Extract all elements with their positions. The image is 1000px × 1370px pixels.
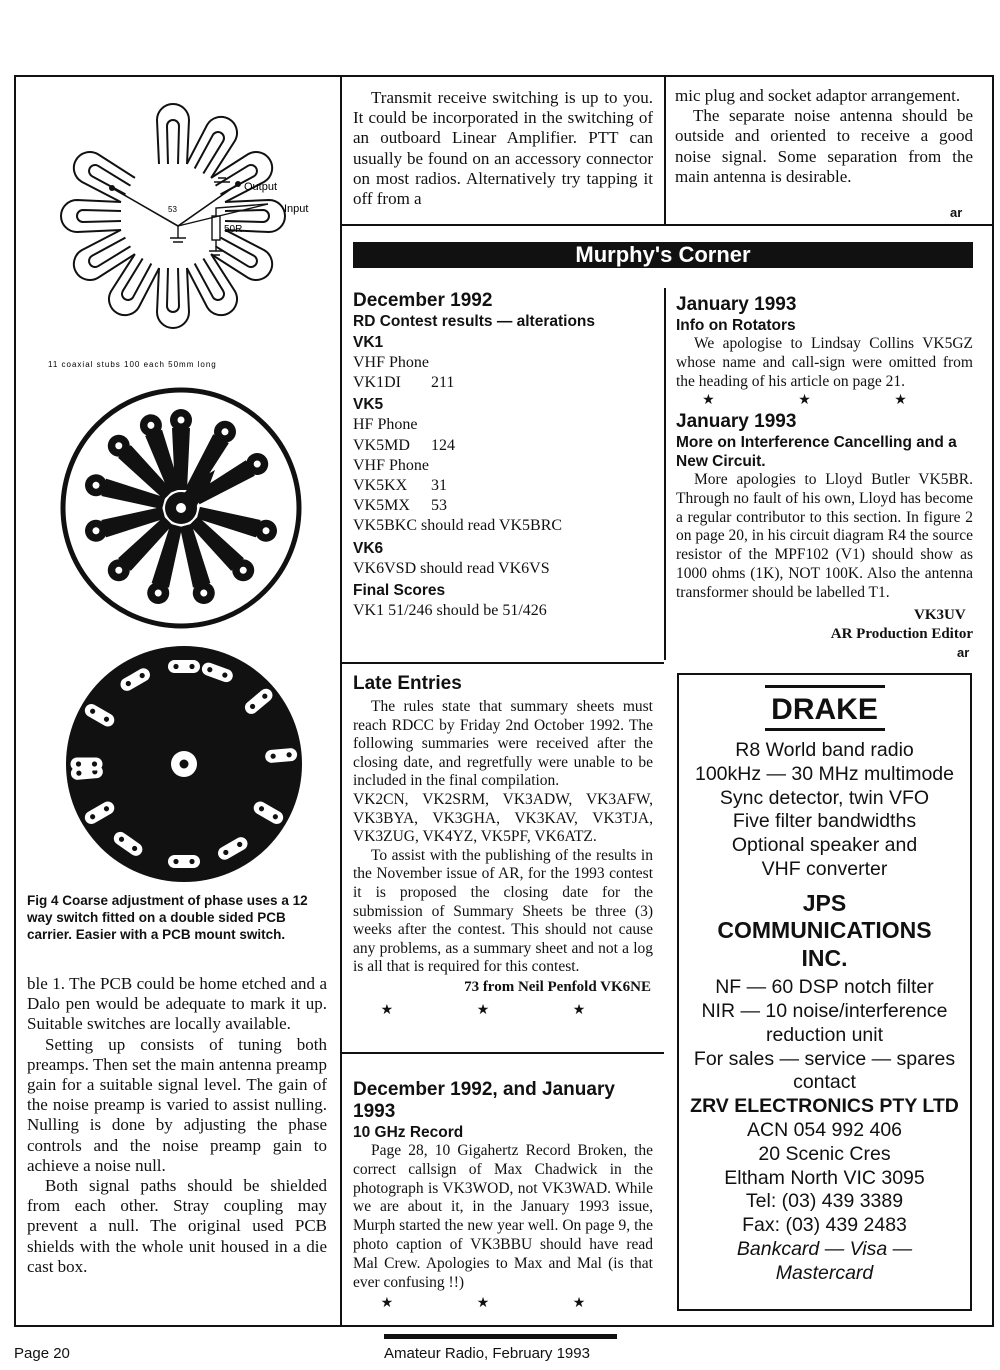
top-right-paragraph-2: The separate noise antenna should be outside and oriented to receive a good noise signal. Some separation from the main antenna is desirable. [675,106,973,186]
signoff-ar: ar [957,645,970,660]
vk5-score-2: 31 [431,477,447,495]
ad-top-rule [765,685,885,688]
ad-line-13: ACN 054 992 406 [746,1119,903,1142]
ad-line-15: Eltham North VIC 3095 [724,1166,925,1189]
section-rule-mid [340,662,664,664]
vk5-line-2: VHF Phone [353,456,430,474]
vk1-call: VK1DI [353,374,401,392]
vk5-score-3: 53 [431,497,447,515]
column-divider-top [664,75,666,225]
murphys-corner-banner: Murphy's Corner [353,242,973,268]
column-divider-1 [340,75,342,1327]
ad-line-11: contact [793,1071,856,1094]
resistor-label: 50R [224,224,243,235]
ad-line-16: Tel: (03) 439 3389 [745,1190,904,1213]
vk5-result-1 [353,436,653,456]
page-number: Page 20 [14,1345,70,1362]
switch-label: 53 [168,205,177,214]
pcb-copper-side [64,644,304,884]
column1-paragraph-3: Both signal paths should be shielded from each other. Stray coupling may prevent a null. The original used PCB shields with the whole unit housed in a die cast box. [27,1176,327,1276]
vk1-heading: VK1 [353,334,384,351]
vk6-heading: VK6 [353,539,384,557]
december-january-title: December 1992, and January 1993 [353,1079,615,1122]
final-scores-line: VK1 51/246 should be 51/426 [353,601,547,619]
ad-company-3: INC. [801,944,848,971]
late-entries-paragraph-1: The rules state that summary sheets must reach RDCC by Friday 2nd October 1992. The following summaries were received after the closing date, and regretfully were unable to be included in the final compilation. [353,698,653,790]
vk5-heading: VK5 [353,396,384,414]
signoff-callsign: VK3UV [914,607,966,623]
footer-rule [384,1334,617,1339]
january-1993-title-1: January 1993 [676,294,797,315]
stub-circuit-diagram [28,86,328,376]
final-scores-heading: Final Scores [353,581,446,599]
column1-body [27,974,327,1277]
january-1993-interference-section [676,411,973,603]
december-january-paragraph: Page 28, 10 Gigahertz Record Broken, the correct callsign of Max Chadwick in the photograph is VK3WOD, not VK3WAD. While we are about it, in the January 1993 issue, Murph started the new year well. On page 9, the photo caption of VK3BBU should have read Mal Crew. Apologies to Max and Mal (is that ever confusing !!) [353,1142,653,1291]
ad-brand: DRAKE [771,693,878,726]
ad-line-2: 100kHz — 30 MHz multimode [694,762,954,785]
ad-company-2: COMMUNICATIONS [717,917,932,944]
top-right-paragraph-1: mic plug and socket adaptor arrangement. [675,86,961,105]
stub-caption: 11 coaxial stubs 100 each 50mm long [48,360,217,369]
january-1993-rotators-section [676,294,973,412]
top-right-signoff: ar [950,205,963,220]
ad-line-17: Fax: (03) 439 2483 [742,1214,907,1237]
vk1-result [353,373,653,393]
vk1-score: 211 [431,374,455,392]
late-entries-signoff: 73 from Neil Penfold VK6NE [464,978,651,995]
ad-line-9: reduction unit [765,1023,884,1046]
ad-line-1: R8 World band radio [735,739,914,761]
ad-line-14: 20 Scenic Cres [758,1142,891,1165]
ad-brand-rule [765,728,885,731]
rotators-stars: ★ ★ ★ [702,393,947,409]
drake-advertisement [677,673,972,1311]
pcb-track-side [58,385,304,631]
section-rule-low [340,1052,664,1054]
ad-line-3: Sync detector, twin VFO [719,786,930,809]
late-entries-stars: ★ ★ ★ [380,1003,626,1019]
vk5-line-1: HF Phone [353,416,418,434]
rotators-paragraph: We apologise to Lindsay Collins VK5GZ whose name and call-sign were omitted from the heading of his article on page 21. [676,335,973,390]
journal-title: Amateur Radio, February 1993 [384,1345,590,1362]
ad-line-7: NF — 60 DSP notch filter [715,976,934,999]
column1-paragraph-1: ble 1. The PCB could be home etched and a Dalo pen would be adequate to mark it up. Suitable switches are locally available. [27,974,327,1034]
ad-line-6: VHF converter [761,857,888,880]
column-divider-murphy [664,288,666,660]
vk5-result-3 [353,496,653,516]
ad-line-4: Five filter bandwidths [732,810,917,833]
interference-subtitle: More on Interference Cancelling and a New Circuit. [676,434,957,470]
january-1993-title-2: January 1993 [676,411,797,432]
vk5-line-3: VK5BKC should read VK5BRC [353,517,563,535]
december-january-stars: ★ ★ ★ [380,1296,626,1312]
vk1-line-1: VHF Phone [353,354,430,371]
vk6-line-1: VK6VSD should read VK6VS [353,559,550,577]
column1-paragraph-2: Setting up consists of tuning both preamps. Then set the main antenna preamp gain for a suitable signal level. The gain of the noise preamp is varied to assist nulling. Nulling is done by adjusting the phase controls and the noise preamp gain to achieve a noise null. [27,1034,327,1175]
section-rule-top [340,224,994,226]
december-1992-section [353,290,653,621]
ad-line-10: For sales — service — spares [693,1047,956,1070]
rotators-subtitle: Info on Rotators [676,317,796,334]
ad-company-1: JPS [802,889,847,916]
vk5-score-1: 124 [431,436,455,454]
late-entries-section [353,673,653,1021]
top-middle-body [353,88,653,209]
ten-ghz-subtitle: 10 GHz Record [353,1124,464,1141]
signoff-editor: AR Production Editor [830,626,973,642]
vk5-result-2 [353,476,653,496]
ad-line-19: Mastercard [775,1261,874,1284]
ad-line-18: Bankcard — Visa — [736,1238,913,1261]
late-entries-title: Late Entries [353,673,462,694]
late-entries-paragraph-3: To assist with the publishing of the results in the November issue of AR, for the 1993 contest it is proposed the closing date for the submission of Summary Sheets be three (3) weeks after the contest. This should not cause any problems, as a summary sheet and not a log is all that is required for this contest. [353,846,653,976]
vk5-call-3: VK5MX [353,497,410,515]
output-label: Output [244,181,278,193]
december-1992-subtitle: RD Contest results — alterations [353,313,596,330]
top-middle-paragraph: Transmit receive switching is up to you. It could be incorporated in the switching of an outboard Linear Amplifier. PTT can usually be found on an accessory connector on most radios. Alternatively try tapping it off from a [353,88,653,209]
december-1992-title: December 1992 [353,290,493,311]
vk5-call-2: VK5KX [353,477,408,495]
top-right-body [675,86,973,187]
interference-paragraph: More apologies to Lloyd Butler VK5BR. Through no fault of his own, Lloyd has become a regular contributor to this section. In figure 2 on page 20, in his circuit diagram R4 the source resistor of the MPF102 (V1) should show as 1000 ohms (1K), NOT 100K. Also the antenna transformer should be labelled T1. [676,471,974,601]
ad-line-12: ZRV ELECTRONICS PTY LTD [690,1095,959,1118]
input-label: Input [284,203,309,215]
ad-line-5: Optional speaker and [731,834,918,857]
late-entries-callsigns: VK2CN, VK2SRM, VK3ADW, VK3AFW, VK3BYA, VK3GHA, VK3KAV, VK3TJA, VK3ZUG, VK4YZ, VK5PF, VK6ATZ. [353,790,653,846]
ad-line-8: NIR — 10 noise/interference [701,1000,948,1023]
figure-caption: Fig 4 Coarse adjustment of phase uses a 12 way switch fitted on a double sided PCB carrier. Easier with a PCB mount switch. [27,893,308,942]
december-january-section [353,1079,653,1315]
vk5-call-1: VK5MD [353,436,410,454]
